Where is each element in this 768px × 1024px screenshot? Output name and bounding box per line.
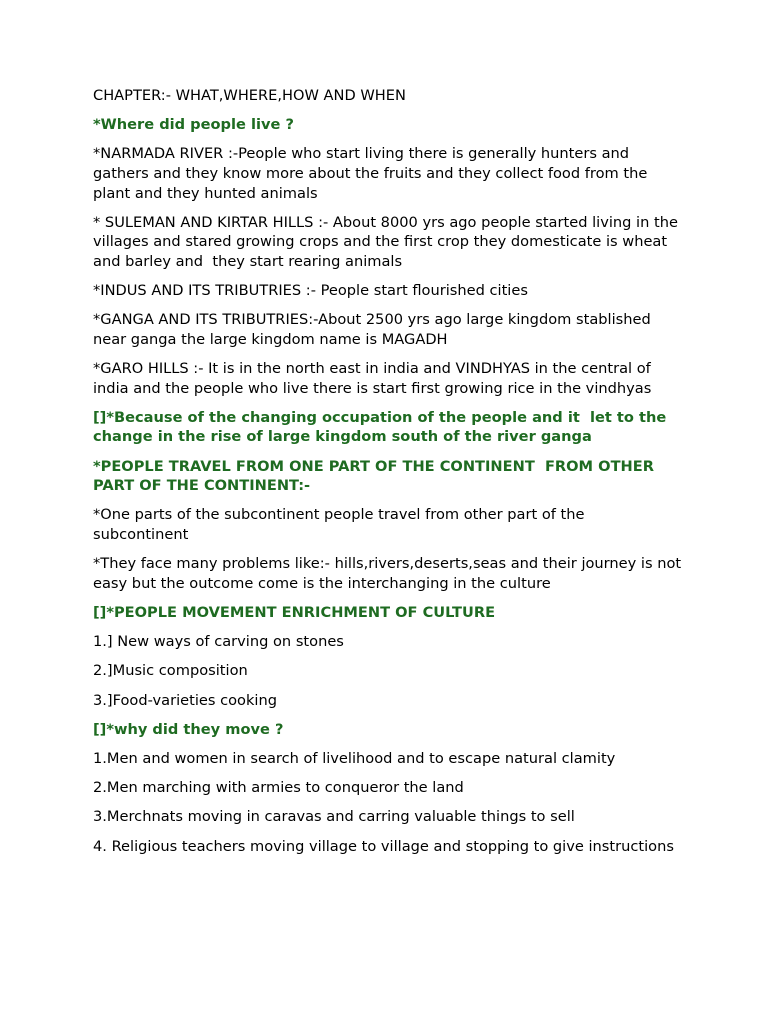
- list-item-carving: 1.] New ways of carving on stones: [93, 633, 344, 651]
- list-item-armies: 2.Men marching with armies to conqueror the land: [93, 779, 464, 797]
- paragraph-narmada-river: *NARMADA RIVER :-People who start living there is generally hunters and gathers and they know more about the fruits and they collect food from the plant and they hunted animals: [93, 145, 652, 202]
- section-heading-where-did-people-live: *Where did people live ?: [93, 116, 294, 134]
- paragraph-travel-problems: *They face many problems like:- hills,rivers,deserts,seas and their journey is not easy but the outcome come is the interchanging in the culture: [93, 555, 686, 592]
- section-heading-culture-enrichment: []*PEOPLE MOVEMENT ENRICHMENT OF CULTURE: [93, 604, 496, 621]
- paragraph-indus-tributries: *INDUS AND ITS TRIBUTRIES :- People start flourished cities: [93, 282, 528, 300]
- list-item-livelihood: 1.Men and women in search of livelihood and to escape natural clamity: [93, 749, 616, 767]
- list-item-merchants: 3.Merchnats moving in caravas and carring valuable things to sell: [93, 808, 575, 826]
- list-item-music: 2.]Music composition: [93, 662, 248, 680]
- section-heading-changing-occupation: []*Because of the changing occupation of the people and it let to the change in the rise of large kingdom south of the river ganga: [93, 408, 672, 446]
- list-item-religious-teachers: 4. Religious teachers moving village to village and stopping to give instructions: [93, 837, 674, 855]
- section-heading-why-did-they-move: []*why did they move ?: [93, 720, 284, 738]
- chapter-title: CHAPTER:- WHAT,WHERE,HOW AND WHEN: [93, 87, 406, 104]
- section-heading-people-travel: *PEOPLE TRAVEL FROM ONE PART OF THE CONTINENT FROM OTHER PART OF THE CONTINENT:-: [93, 457, 660, 495]
- document-page: [93, 86, 686, 866]
- paragraph-ganga-tributries: *GANGA AND ITS TRIBUTRIES:-About 2500 yrs ago large kingdom stablished near ganga the large kingdom name is MAGADH: [93, 311, 656, 348]
- paragraph-garo-hills: *GARO HILLS :- It is in the north east in india and VINDHYAS in the central of india and the people who live there is start first growing rice in the vindhyas: [93, 360, 656, 397]
- paragraph-subcontinent-travel: *One parts of the subcontinent people travel from other part of the subcontinent: [93, 506, 590, 544]
- paragraph-suleman-kirtar-hills: * SULEMAN AND KIRTAR HILLS :- About 8000 yrs ago people started living in the villages and stared growing crops and the first crop they domesticate is wheat and barley and they start rearing animals: [93, 213, 683, 270]
- list-item-food: 3.]Food-varieties cooking: [93, 691, 277, 709]
